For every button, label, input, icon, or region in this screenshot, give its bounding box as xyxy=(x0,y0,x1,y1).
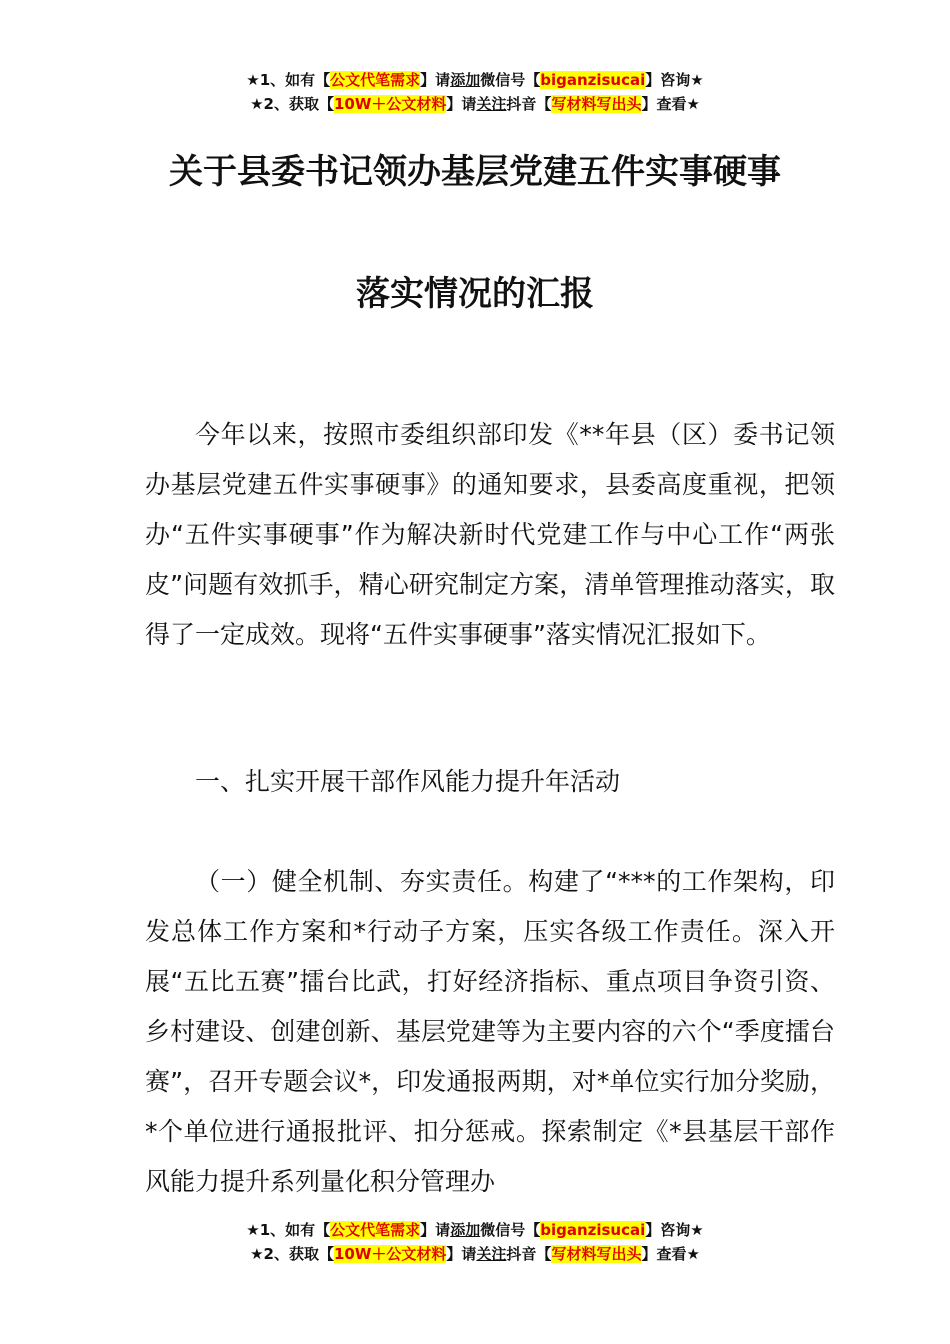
banner-text: 】请 xyxy=(420,1221,451,1239)
document-title-line-2: 落实情况的汇报 xyxy=(356,274,594,314)
banner-line-2 xyxy=(0,1242,950,1266)
banner-underline: 关注 xyxy=(476,1245,507,1263)
banner-text: 】咨询★ xyxy=(645,1221,704,1239)
banner-text: 】咨询★ xyxy=(645,71,704,89)
banner-highlight: 10W＋公文材料 xyxy=(333,95,447,113)
banner-highlight: 10W＋公文材料 xyxy=(333,1245,447,1263)
star-icon: ★ xyxy=(246,1221,260,1239)
banner-text: 抖音【 xyxy=(506,95,552,113)
section-paragraph xyxy=(145,857,835,1207)
star-icon: ★ xyxy=(250,1245,264,1263)
banner-line-1 xyxy=(0,68,950,92)
banner-highlight: 公文代笔需求 xyxy=(330,71,421,89)
banner-underline: 添加 xyxy=(450,71,481,89)
banner-text: 1、如有【 xyxy=(259,1221,331,1239)
banner-highlight: 写材料写出头 xyxy=(551,1245,642,1263)
banner-text: 】请 xyxy=(420,71,451,89)
section-heading-text: 一、扎实开展干部作风能力提升年活动 xyxy=(195,767,621,796)
banner-text: 抖音【 xyxy=(506,1245,552,1263)
section-heading xyxy=(145,757,835,807)
document-title-line-1: 关于县委书记领办基层党建五件实事硬事 xyxy=(169,152,781,192)
banner-text: 】查看★ xyxy=(641,1245,700,1263)
header-banner xyxy=(0,68,950,116)
star-icon: ★ xyxy=(250,95,264,113)
banner-text: 2、获取【 xyxy=(263,95,334,113)
banner-line-2 xyxy=(0,92,950,116)
intro-paragraph xyxy=(145,410,835,660)
banner-text: 1、如有【 xyxy=(259,71,331,89)
star-icon: ★ xyxy=(246,71,260,89)
banner-text: 】查看★ xyxy=(641,95,700,113)
banner-text: 】请 xyxy=(446,1245,477,1263)
footer-banner xyxy=(0,1218,950,1266)
intro-text: 今年以来，按照市委组织部印发《**年县（区）委书记领办基层党建五件实事硬事》的通知要求，县委高度重视，把领办“五件实事硬事”作为解决新时代党建工作与中心工作“两张皮”问题有效抓手，精心研究制定方案，清单管理推动落实，取得了一定成效。现将“五件实事硬事”落实情况汇报如下。 xyxy=(145,420,835,649)
banner-line-1 xyxy=(0,1218,950,1242)
banner-text: 】请 xyxy=(446,95,477,113)
banner-underline: 添加 xyxy=(450,1221,481,1239)
banner-highlight: 写材料写出头 xyxy=(551,95,642,113)
banner-highlight: 公文代笔需求 xyxy=(330,1221,421,1239)
banner-highlight: biganzisucai xyxy=(540,71,646,89)
banner-underline: 关注 xyxy=(476,95,507,113)
banner-text: 2、获取【 xyxy=(263,1245,334,1263)
banner-highlight: biganzisucai xyxy=(540,1221,646,1239)
banner-text: 微信号【 xyxy=(480,1221,541,1239)
banner-text: 微信号【 xyxy=(480,71,541,89)
section-text: （一）健全机制、夯实责任。构建了“***的工作架构，印发总体工作方案和*行动子方案，压实各级工作责任。深入开展“五比五赛”擂台比武，打好经济指标、重点项目争资引资、乡村建设、创建创新、基层党建等为主要内容的六个“季度擂台赛”，召开专题会议*，印发通报两期，对*单位实行加分奖励，*个单位进行通报批评、扣分惩戒。探索制定《*县基层干部作风能力提升系列量化积分管理办 xyxy=(145,867,835,1196)
